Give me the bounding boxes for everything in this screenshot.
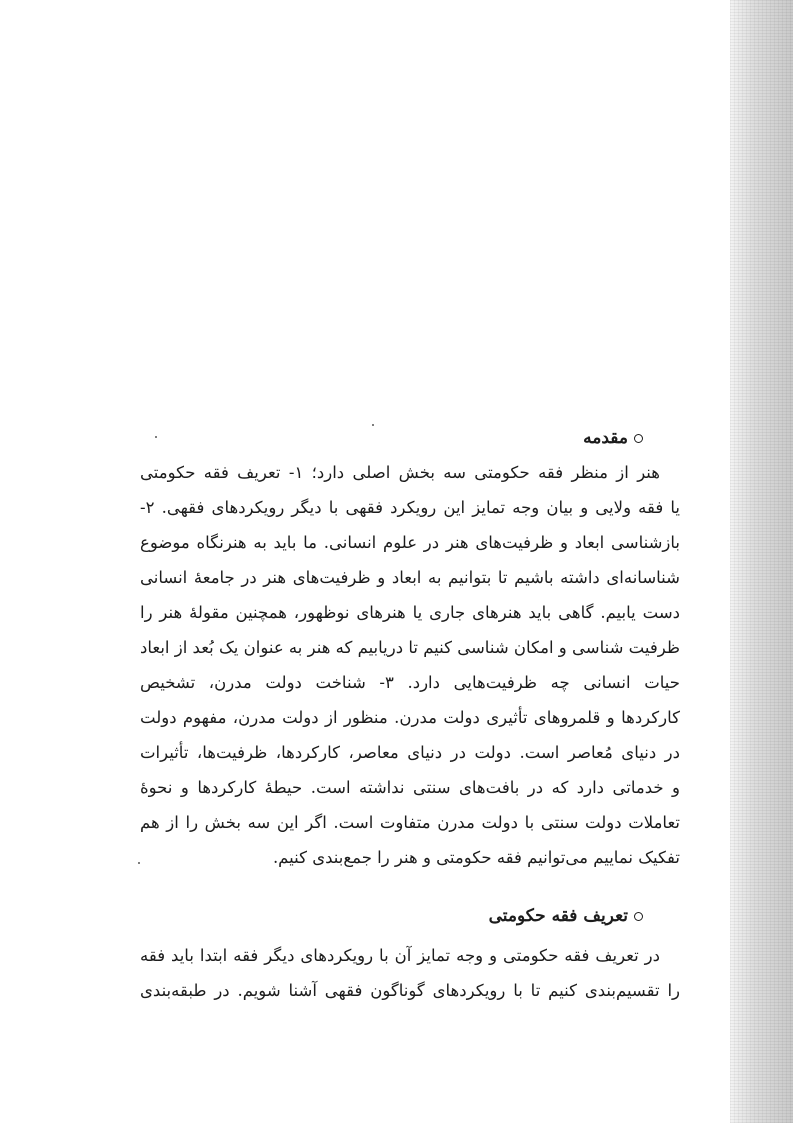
paragraph-line: ظرفیت شناسی و امکان شناسی کنیم تا دریابیم که هنر به عنوان یک بُعد از ابعاد [140,638,680,657]
section-body-introduction [140,455,680,875]
paragraph-line: در تعریف فقه حکومتی و وجه تمایز آن با رویکردهای دیگر فقه ابتدا باید فقه [140,946,660,965]
paragraph-line: شناسانه‌ای داشته باشیم تا بتوانیم به ابعاد و ظرفیت‌های هنر در جامعهٔ انسانی [140,568,680,587]
scan-speck [372,424,374,426]
heading-bullet-icon [634,912,643,921]
scan-speck [155,436,157,438]
heading-bullet-icon [634,434,643,443]
paragraph-line: و خدماتی دارد که در بافت‌های سنتی نداشته است. حیطهٔ کارکردها و نحوهٔ [140,778,680,797]
section-heading-definition [489,906,643,926]
section-body-definition [140,938,680,1008]
section-heading-text: مقدمه [583,428,628,448]
paragraph-line: دست یابیم. گاهی باید هنرهای جاری یا هنرهای نوظهور، همچنین مقولهٔ هنر را [140,603,680,622]
paragraph-line: را تقسیم‌بندی کنیم تا با رویکردهای گوناگون فقهی آشنا شویم. در طبقه‌بندی [140,981,680,1000]
paragraph-line: تعاملات دولت سنتی با دولت مدرن متفاوت است. اگر این سه بخش را از هم [140,813,680,832]
section-heading-text: تعریف فقه حکومتی [488,906,628,926]
paragraph-line: در دنیای مُعاصر است. دولت در دنیای معاصر، کارکردها، ظرفیت‌ها، تأثیرات [140,743,680,762]
paragraph-line: حیات انسانی چه ظرفیت‌هایی دارد. ۳- شناخت دولت مدرن، تشخیص [140,673,680,692]
scanned-page-edge [730,0,793,1123]
paragraph-line: بازشناسی ابعاد و ظرفیت‌های هنر در علوم انسانی. ما باید به هنرنگاه موضوع [140,533,680,552]
paragraph-line: هنر از منظر فقه حکومتی سه بخش اصلی دارد؛ ۱- تعریف فقه حکومتی [140,463,660,482]
paragraph-line: یا فقه ولایی و بیان وجه تمایز این رویکرد فقهی با دیگر رویکردهای فقهی. ۲- [140,498,680,517]
paragraph-line: تفکیک نماییم می‌توانیم فقه حکومتی و هنر را جمع‌بندی کنیم. [272,848,680,867]
section-heading-introduction [583,428,643,448]
paragraph-line: کارکردها و قلمروهای تأثیری دولت مدرن. منظور از دولت مدرن، مفهوم دولت [140,708,680,727]
